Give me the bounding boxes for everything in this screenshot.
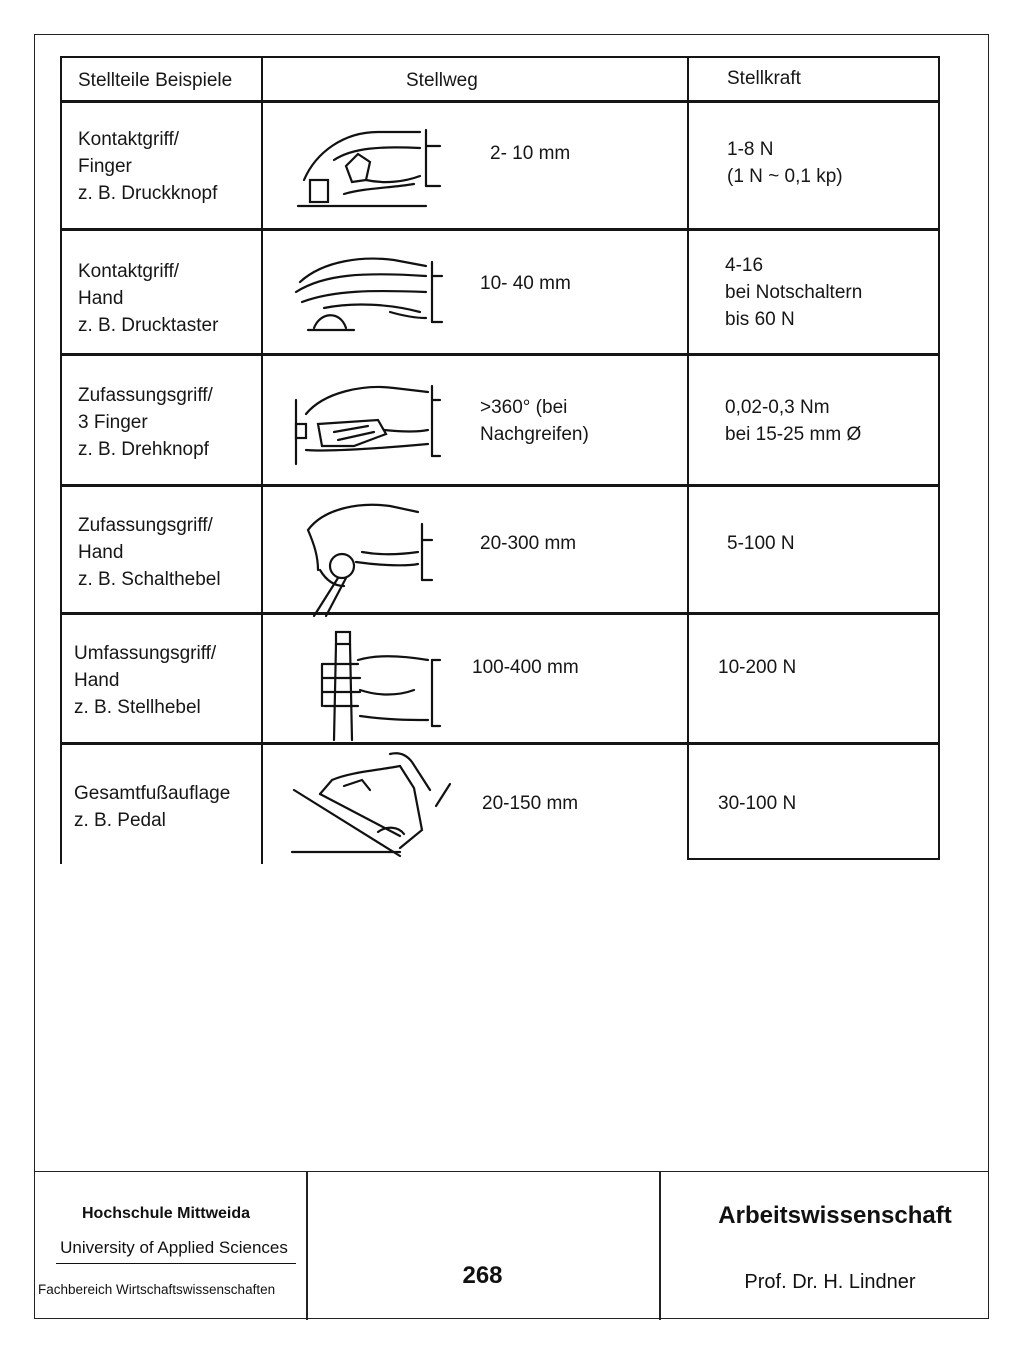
- row-divider: [60, 228, 940, 231]
- underline-divider: [56, 1263, 296, 1264]
- hand-wrap-handle-icon: [318, 630, 444, 742]
- department-name: Fachbereich Wirtschaftswissenschaften: [38, 1282, 276, 1297]
- force-cell: 10-200 N: [718, 657, 797, 678]
- finger-press-button-icon: [294, 124, 444, 212]
- institution-name: Hochschule Mittweida: [82, 1205, 251, 1222]
- force-cell: 30-100 N: [718, 793, 797, 814]
- hand-grip-lever-icon: [300, 500, 450, 618]
- page-number: 268: [462, 1262, 503, 1289]
- footer-divider: [306, 1172, 308, 1320]
- course-title: Arbeitswissenschaft: [718, 1202, 952, 1229]
- example-cell: Umfassungsgriff/ Hand z. B. Stellhebel: [74, 643, 217, 718]
- row-divider: [60, 484, 940, 487]
- header-examples: Stellteile Beispiele: [78, 70, 233, 91]
- example-cell: Kontaktgriff/ Finger z. B. Druckknopf: [78, 129, 218, 204]
- header-divider: [60, 100, 940, 103]
- controls-table: [60, 56, 940, 864]
- table-border-bottom: [688, 858, 940, 860]
- travel-cell: 100-400 mm: [472, 657, 579, 678]
- travel-cell: 20-300 mm: [480, 533, 577, 554]
- travel-cell: 2- 10 mm: [490, 143, 571, 164]
- row-divider: [60, 742, 940, 745]
- example-cell: Gesamtfußauflage z. B. Pedal: [74, 783, 231, 831]
- column-divider: [261, 56, 263, 864]
- page-footer: [34, 1171, 989, 1320]
- row-divider: [60, 612, 940, 615]
- table-border-right: [938, 56, 940, 860]
- travel-cell: 20-150 mm: [482, 793, 579, 814]
- force-cell: 0,02-0,3 Nm bei 15-25 mm Ø: [725, 397, 862, 445]
- travel-cell: >360° (bei Nachgreifen): [480, 397, 589, 445]
- force-cell: 1-8 N (1 N ~ 0,1 kp): [727, 139, 843, 187]
- table-border-left: [60, 56, 62, 864]
- institution-name-en: University of Applied Sciences: [60, 1238, 288, 1257]
- footer-divider: [659, 1172, 661, 1320]
- header-force: Stellkraft: [727, 68, 801, 89]
- foot-on-pedal-icon: [290, 750, 460, 858]
- force-cell: 4-16 bei Notschaltern bis 60 N: [725, 255, 863, 330]
- hand-press-pushbutton-icon: [294, 252, 444, 338]
- force-cell: 5-100 N: [727, 533, 795, 554]
- header-travel: Stellweg: [406, 70, 478, 91]
- author-name: Prof. Dr. H. Lindner: [744, 1271, 916, 1293]
- example-cell: Zufassungsgriff/ 3 Finger z. B. Drehknopf: [78, 385, 213, 460]
- example-cell: Zufassungsgriff/ Hand z. B. Schalthebel: [78, 515, 221, 590]
- travel-cell: 10- 40 mm: [480, 273, 571, 294]
- row-divider: [60, 353, 940, 356]
- three-finger-rotary-knob-icon: [294, 380, 444, 466]
- table-border-top: [60, 56, 940, 58]
- column-divider: [687, 56, 689, 860]
- example-cell: Kontaktgriff/ Hand z. B. Drucktaster: [78, 261, 219, 336]
